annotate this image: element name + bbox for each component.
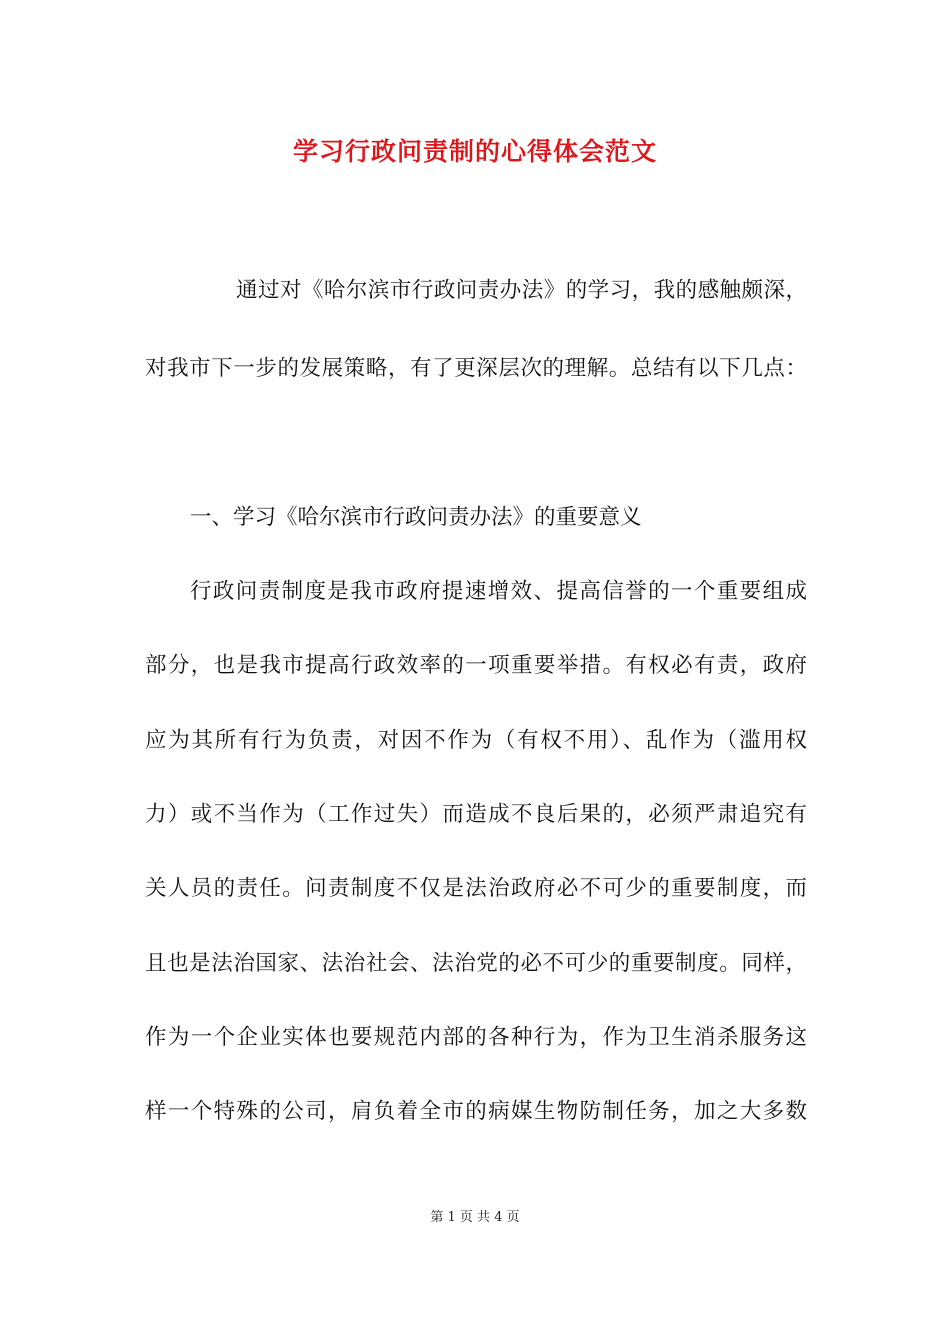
body-line-4: 力）或不当作为（工作过失）而造成不良后果的，必须严肃追究有	[145, 802, 807, 827]
page-footer: 第 1 页 共 4 页	[430, 1210, 520, 1225]
body-line-6: 且也是法治国家、法治社会、法治党的必不可少的重要制度。同样，	[145, 951, 807, 976]
intro-line-1: 通过对《哈尔滨市行政问责办法》的学习，我的感触颇深，	[236, 278, 807, 303]
body-line-8: 样一个特殊的公司，肩负着全市的病媒生物防制任务，加之大多数	[145, 1099, 807, 1124]
body-line-3: 应为其所有行为负责，对因不作为（有权不用）、乱作为（滥用权	[145, 728, 807, 753]
body-line-7: 作为一个企业实体也要规范内部的各种行为，作为卫生消杀服务这	[145, 1025, 807, 1050]
body-line-2: 部分，也是我市提高行政效率的一项重要举措。有权必有责，政府	[145, 653, 807, 678]
document-title: 学习行政问责制的心得体会范文	[292, 137, 657, 166]
section-heading: 一、学习《哈尔滨市行政问责办法》的重要意义	[190, 505, 642, 530]
body-line-5: 关人员的责任。问责制度不仅是法治政府必不可少的重要制度，而	[145, 876, 807, 901]
intro-line-2: 对我市下一步的发展策略，有了更深层次的理解。总结有以下几点：	[145, 356, 807, 381]
body-line-1: 行政问责制度是我市政府提速增效、提高信誉的一个重要组成	[190, 579, 807, 604]
